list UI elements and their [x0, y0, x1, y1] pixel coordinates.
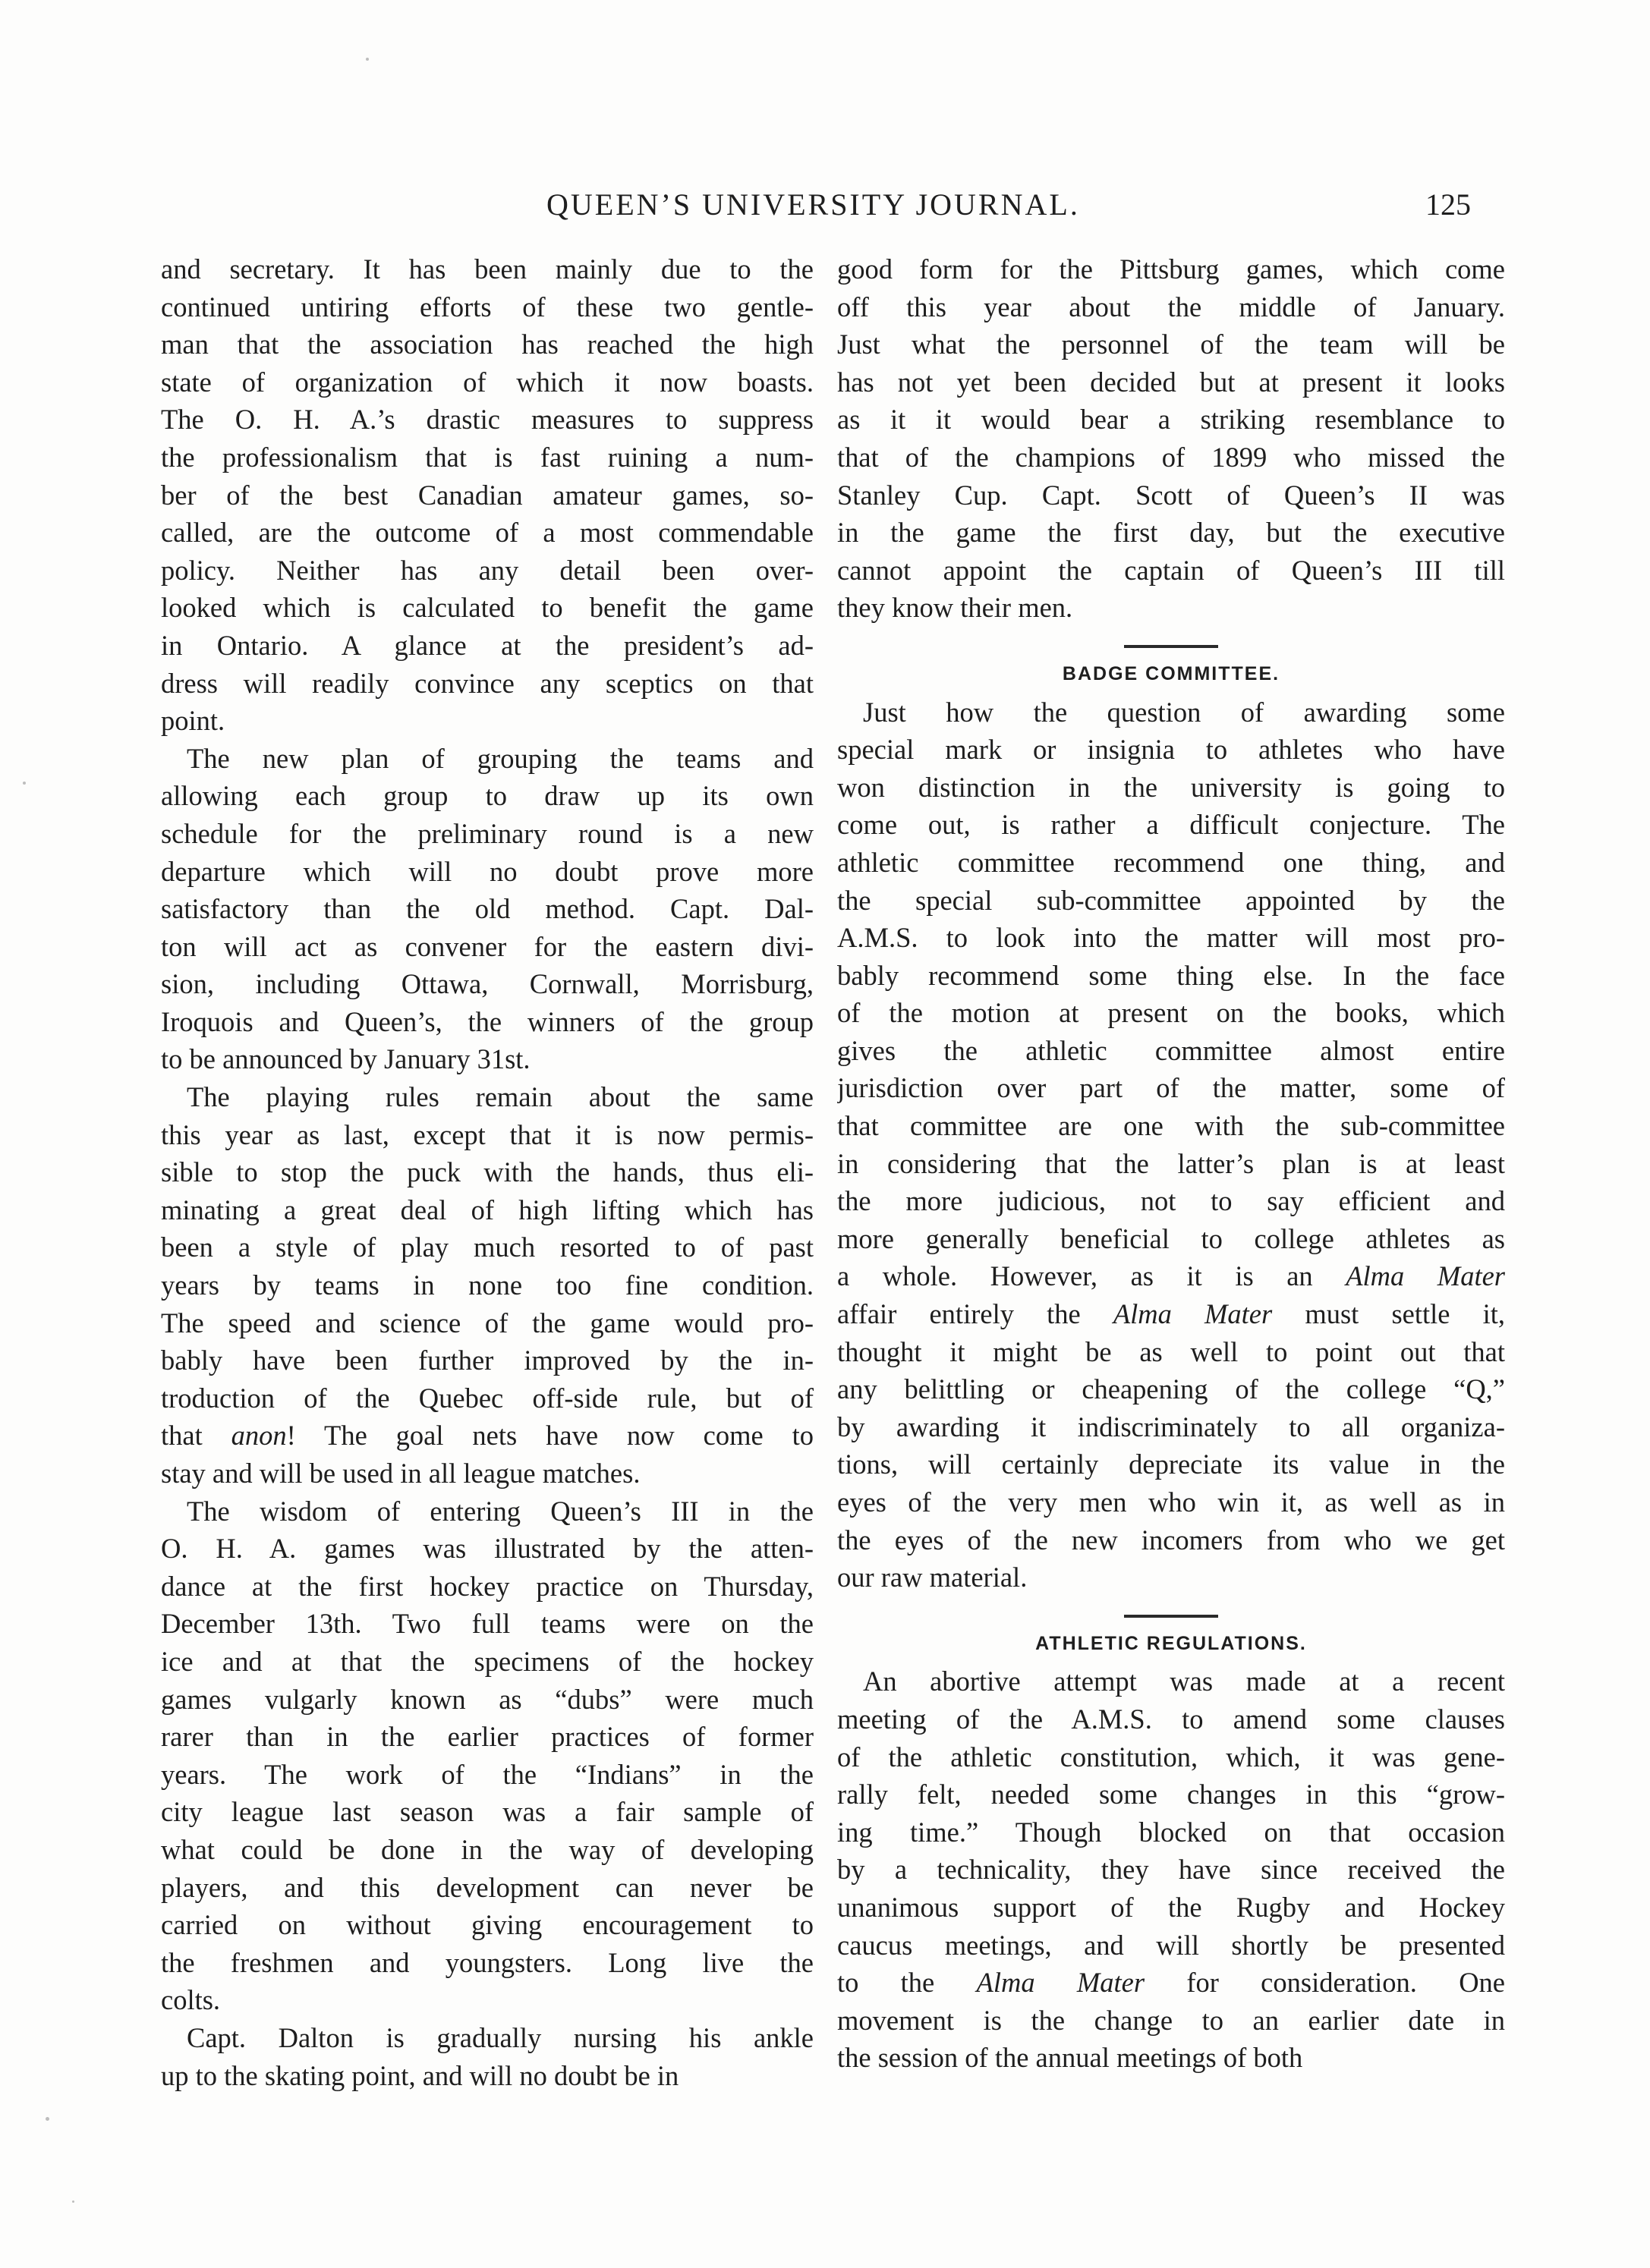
text-line: December 13th. Two full teams were on the	[161, 1608, 814, 1640]
text-line: that committee are one with the sub-committee	[837, 1110, 1505, 1142]
text-line: The O. H. A.’s drastic measures to suppress	[161, 404, 814, 436]
text-line: of the motion at present on the books, which	[837, 997, 1505, 1029]
text-line: An abortive attempt was made at a recent	[863, 1666, 1505, 1697]
body-paragraph	[161, 1493, 814, 2019]
text-line: bably have been further improved by the in-	[161, 1345, 814, 1376]
journal-title: QUEEN’S UNIVERSITY JOURNAL.	[546, 187, 1080, 222]
text-line: allowing each group to draw up its own	[161, 780, 814, 812]
text-line: dance at the first hockey practice on Thursday,	[161, 1570, 814, 1602]
text-line: by awarding it indiscriminately to all organiza-	[837, 1411, 1505, 1442]
text-line: called, are the outcome of a most commendable	[161, 517, 814, 549]
text-line: city league last season was a fair sample of	[161, 1796, 814, 1828]
text-line: any belittling or cheapening of the college “Q,”	[837, 1373, 1505, 1405]
text-line: won distinction in the university is going to	[837, 771, 1505, 803]
text-line: and secretary. It has been mainly due to the	[161, 253, 814, 285]
text-line: A.M.S. to look into the matter will most pro-	[837, 922, 1505, 954]
text-line: years by teams in none too fine condition.	[161, 1269, 814, 1301]
running-head	[0, 187, 1650, 232]
text-line: the special sub-committee appointed by the	[837, 884, 1505, 916]
text-line: dress will readily convince any sceptics on that	[161, 667, 814, 699]
text-line: affair entirely the Alma Mater must settle it,	[837, 1298, 1505, 1330]
badge-committee-heading: BADGE COMMITTEE.	[1062, 662, 1280, 684]
text-line: in considering that the latter’s plan is at least	[837, 1147, 1505, 1179]
text-line: athletic committee recommend one thing, and	[837, 846, 1505, 878]
page-number: 125	[1425, 187, 1471, 222]
text-line: continued untiring efforts of these two gentle-	[161, 291, 814, 322]
text-line: special mark or insignia to athletes who have	[837, 734, 1505, 766]
text-line: The new plan of grouping the teams and	[187, 742, 814, 774]
text-line: The wisdom of entering Queen’s III in the	[187, 1495, 814, 1527]
text-line: satisfactory than the old method. Capt. Dal-	[161, 893, 814, 925]
text-line: Iroquois and Queen’s, the winners of the group	[161, 1005, 814, 1037]
section-divider-rule	[1124, 645, 1218, 648]
text-line: they know their men.	[837, 592, 1073, 624]
text-line: stay and will be used in all league matches.	[161, 1458, 641, 1489]
text-line: the session of the annual meetings of both	[837, 2042, 1303, 2074]
body-paragraph	[161, 2019, 814, 2094]
right-column	[837, 250, 1505, 2077]
text-line: that anon! The goal nets have now come to	[161, 1420, 814, 1452]
paper-speck	[72, 2200, 74, 2203]
text-line: our raw material.	[837, 1562, 1028, 1593]
text-line: what could be done in the way of developing	[161, 1833, 814, 1865]
text-line: more generally beneficial to college athletes as	[837, 1222, 1505, 1254]
text-line: ing time.” Though blocked on that occasion	[837, 1816, 1505, 1848]
text-line: a whole. However, as it is an Alma Mater	[837, 1260, 1505, 1292]
text-line: years. The work of the “Indians” in the	[161, 1758, 814, 1790]
text-line: ton will act as convener for the eastern divi-	[161, 930, 814, 962]
badge-committee-paragraph	[837, 694, 1505, 1596]
text-line: come out, is rather a difficult conjecture. The	[837, 809, 1505, 841]
text-line: minating a great deal of high lifting which has	[161, 1194, 814, 1225]
text-line: troduction of the Quebec off-side rule, but of	[161, 1382, 814, 1414]
body-paragraph	[161, 740, 814, 1078]
text-line: Just how the question of awarding some	[863, 696, 1505, 728]
text-line: carried on without giving encouragement to	[161, 1909, 814, 1941]
text-line: meeting of the A.M.S. to amend some clauses	[837, 1703, 1505, 1735]
text-line: the professionalism that is fast ruining a num-	[161, 441, 814, 473]
paper-speck	[366, 58, 369, 61]
text-line: been a style of play much resorted to of past	[161, 1232, 814, 1263]
text-line: colts.	[161, 1984, 221, 2016]
text-line: the freshmen and youngsters. Long live the	[161, 1946, 814, 1978]
text-line: ice and at that the specimens of the hockey	[161, 1645, 814, 1677]
text-line: the more judicious, not to say efficient and	[837, 1185, 1505, 1217]
text-line: tions, will certainly depreciate its value in the	[837, 1449, 1505, 1480]
text-line: jurisdiction over part of the matter, some of	[837, 1072, 1505, 1104]
text-line: schedule for the preliminary round is a new	[161, 817, 814, 849]
text-line: games vulgarly known as “dubs” were much	[161, 1683, 814, 1715]
text-line: in Ontario. A glance at the president’s ad-	[161, 629, 814, 661]
text-line: the eyes of the new incomers from who we get	[837, 1524, 1505, 1556]
body-paragraph	[161, 1078, 814, 1493]
text-line: man that the association has reached the high	[161, 329, 814, 360]
text-line: point.	[161, 705, 225, 737]
text-line: movement is the change to an earlier date in	[837, 2004, 1505, 2036]
athletic-regulations-heading: ATHLETIC REGULATIONS.	[1035, 1632, 1307, 1654]
text-line: Stanley Cup. Capt. Scott of Queen’s II was	[837, 479, 1505, 511]
text-line: that of the champions of 1899 who missed the	[837, 441, 1505, 473]
text-line: rally felt, needed some changes in this “grow-	[837, 1779, 1505, 1810]
text-line: unanimous support of the Rugby and Hockey	[837, 1891, 1505, 1923]
text-line: of the athletic constitution, which, it was gene-	[837, 1741, 1505, 1773]
text-line: to be announced by January 31st.	[161, 1043, 531, 1075]
text-line: up to the skating point, and will no doubt be in	[161, 2059, 679, 2091]
left-column	[161, 250, 814, 2094]
text-line: bably recommend some thing else. In the face	[837, 959, 1505, 991]
text-line: this year as last, except that it is now permis-	[161, 1118, 814, 1150]
text-line: Capt. Dalton is gradually nursing his ankle	[187, 2021, 814, 2053]
text-line: Just what the personnel of the team will be	[837, 329, 1505, 360]
paper-speck	[23, 782, 26, 785]
text-line: has not yet been decided but at present it looks	[837, 366, 1505, 398]
text-line: caucus meetings, and will shortly be presented	[837, 1929, 1505, 1961]
text-line: sion, including Ottawa, Cornwall, Morrisburg,	[161, 968, 814, 1000]
text-line: ber of the best Canadian amateur games, so-	[161, 479, 814, 511]
paper-speck	[46, 2117, 49, 2121]
text-line: cannot appoint the captain of Queen’s III till	[837, 554, 1505, 586]
text-line: gives the athletic committee almost entire	[837, 1034, 1505, 1066]
text-line: as it it would bear a striking resemblance to	[837, 404, 1505, 436]
text-line: eyes of the very men who win it, as well as in	[837, 1486, 1505, 1518]
right-intro-paragraph	[837, 250, 1505, 627]
text-line: to the Alma Mater for consideration. One	[837, 1967, 1505, 1999]
body-paragraph	[161, 250, 814, 740]
text-line: policy. Neither has any detail been over-	[161, 554, 814, 586]
text-line: off this year about the middle of January.	[837, 291, 1505, 322]
text-line: departure which will no doubt prove more	[161, 855, 814, 887]
athletic-regulations-paragraph	[837, 1662, 1505, 2077]
text-line: by a technicality, they have since received the	[837, 1854, 1505, 1886]
text-line: O. H. A. games was illustrated by the atten-	[161, 1533, 814, 1565]
text-line: The speed and science of the game would pro-	[161, 1307, 814, 1338]
text-line: good form for the Pittsburg games, which come	[837, 253, 1505, 285]
section-divider-rule	[1124, 1615, 1218, 1618]
text-line: players, and this development can never be	[161, 1871, 814, 1903]
text-line: The playing rules remain about the same	[187, 1081, 814, 1113]
text-line: rarer than in the earlier practices of former	[161, 1721, 814, 1753]
text-line: thought it might be as well to point out that	[837, 1335, 1505, 1367]
text-line: state of organization of which it now boasts.	[161, 366, 814, 398]
text-line: sible to stop the puck with the hands, thus eli-	[161, 1156, 814, 1188]
text-line: in the game the first day, but the executive	[837, 517, 1505, 549]
text-line: looked which is calculated to benefit the game	[161, 592, 814, 624]
